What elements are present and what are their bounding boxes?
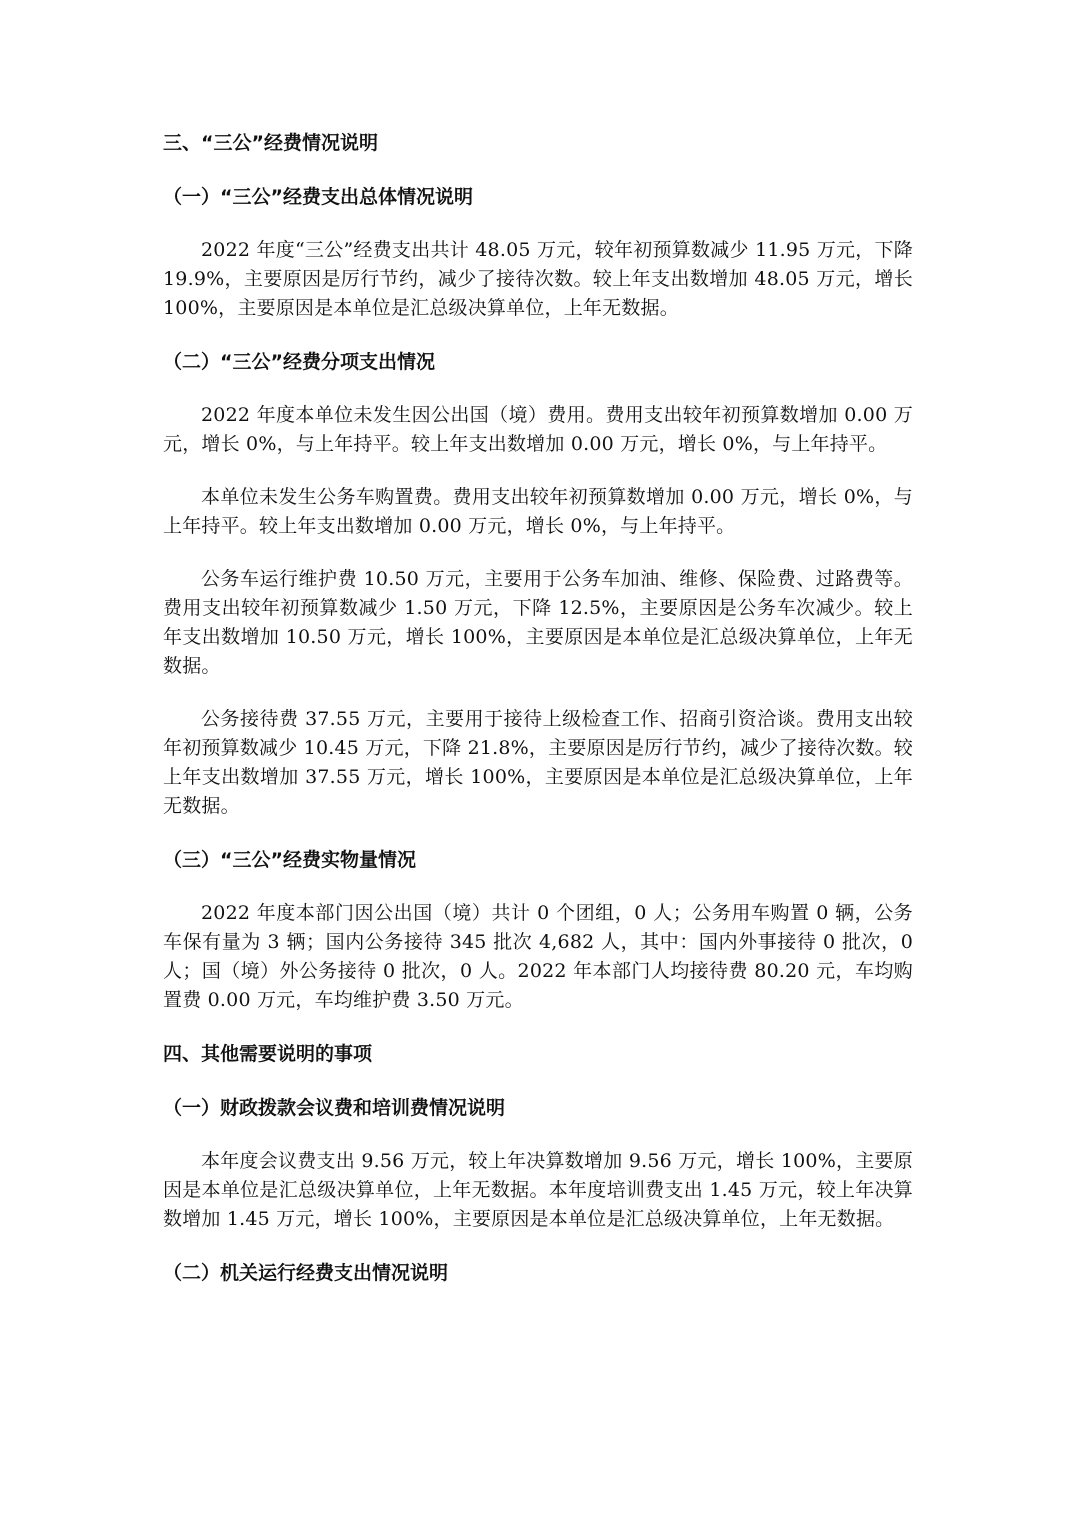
document-page (163, 128, 913, 1312)
paragraph-3-2-c: 公务车运行维护费 10.50 万元，主要用于公务车加油、维修、保险费、过路费等。费用支出较年初预算数减少 1.50 万元，下降 12.5%，主要原因是公务车次减少。较上年支出数增加 10.50 万元，增长 100%，主要原因是本单位是汇总级决算单位，上年无数据。 (163, 568, 913, 677)
paragraph-3-2-a: 2022 年度本单位未发生因公出国（境）费用。费用支出较年初预算数增加 0.00 万元，增长 0%，与上年持平。较上年支出数增加 0.00 万元，增长 0%，与上年持平。 (163, 404, 913, 455)
subsection-4-1-heading: （一）财政拨款会议费和培训费情况说明 (163, 1097, 506, 1119)
section-3-heading: 三、“三公”经费情况说明 (163, 132, 378, 154)
subsection-3-1-heading: （一）“三公”经费支出总体情况说明 (163, 186, 473, 208)
paragraph-3-1: 2022 年度“三公”经费支出共计 48.05 万元，较年初预算数减少 11.95 万元，下降 19.9%，主要原因是厉行节约，减少了接待次数。较上年支出数增加 48.05 万元，增长 100%，主要原因是本单位是汇总级决算单位，上年无数据。 (163, 239, 913, 319)
section-4-heading: 四、其他需要说明的事项 (163, 1043, 373, 1065)
subsection-3-3-heading: （三）“三公”经费实物量情况 (163, 849, 416, 871)
paragraph-3-2-d: 公务接待费 37.55 万元，主要用于接待上级检查工作、招商引资洽谈。费用支出较年初预算数减少 10.45 万元，下降 21.8%，主要原因是厉行节约，减少了接待次数。较上年支出数增加 37.55 万元，增长 100%，主要原因是本单位是汇总级决算单位，上年无数据。 (163, 708, 913, 817)
subsection-3-2-heading: （二）“三公”经费分项支出情况 (163, 351, 435, 373)
paragraph-4-1: 本年度会议费支出 9.56 万元，较上年决算数增加 9.56 万元，增长 100%，主要原因是本单位是汇总级决算单位，上年无数据。本年度培训费支出 1.45 万元，较上年决算数增加 1.45 万元，增长 100%，主要原因是本单位是汇总级决算单位，上年无数据。 (163, 1150, 913, 1230)
subsection-4-2-heading: （二）机关运行经费支出情况说明 (163, 1262, 449, 1284)
paragraph-3-3: 2022 年度本部门因公出国（境）共计 0 个团组，0 人；公务用车购置 0 辆，公务车保有量为 3 辆；国内公务接待 345 批次 4,682 人，其中：国内外事接待 0 批次，0 人；国（境）外公务接待 0 批次，0 人。2022 年本部门人均接待费 80.20 元，车均购置费 0.00 万元，车均维护费 3.50 万元。 (163, 902, 913, 1011)
paragraph-3-2-b: 本单位未发生公务车购置费。费用支出较年初预算数增加 0.00 万元，增长 0%，与上年持平。较上年支出数增加 0.00 万元，增长 0%，与上年持平。 (163, 486, 913, 537)
